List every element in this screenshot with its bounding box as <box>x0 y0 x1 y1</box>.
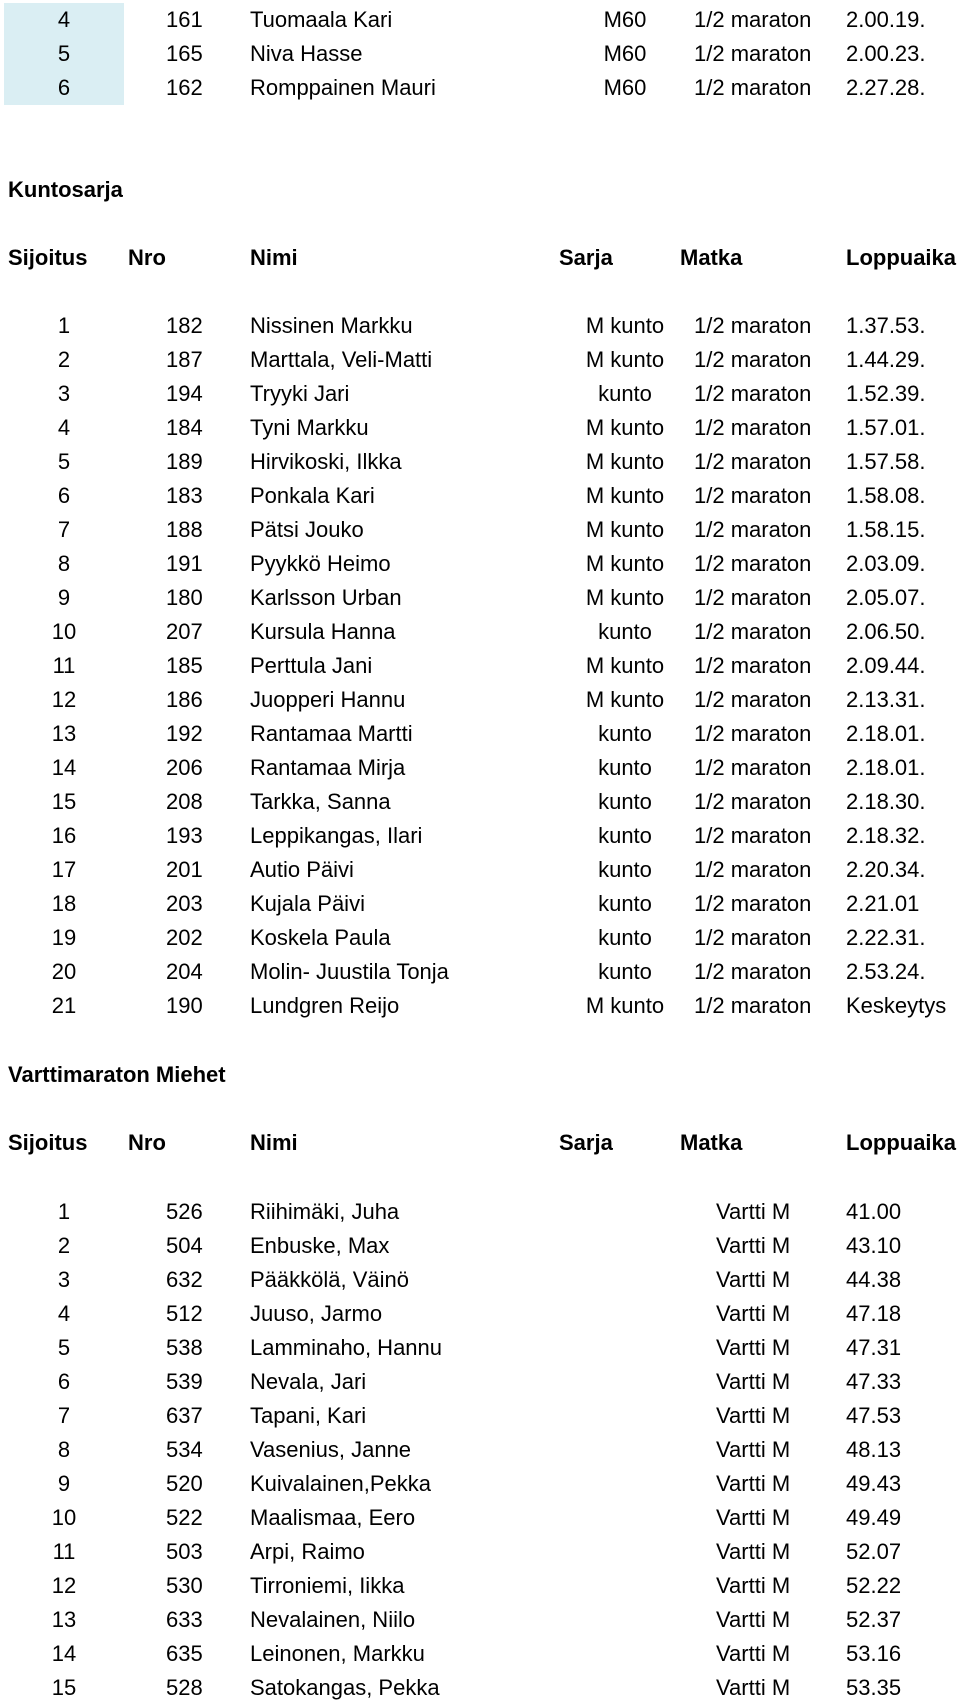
position: 4 <box>57 1301 71 1326</box>
runner-name: Nevala, Jari <box>250 1369 367 1394</box>
kuntosarja-results <box>0 309 960 1023</box>
series: M kunto <box>585 993 665 1018</box>
table-row <box>0 3 960 37</box>
table-row <box>0 581 960 615</box>
header-name: Nimi <box>250 1130 298 1155</box>
table-row <box>0 1263 960 1297</box>
position: 15 <box>51 1675 77 1700</box>
position: 1 <box>57 1199 71 1224</box>
position: 4 <box>4 3 124 37</box>
header-distance: Matka <box>680 1130 743 1155</box>
series: Vartti M <box>716 1199 791 1224</box>
series: Vartti M <box>716 1573 791 1598</box>
bib-number: 203 <box>166 891 203 916</box>
runner-name: Tuomaala Kari <box>250 7 393 32</box>
table-row <box>0 1637 960 1671</box>
runner-name: Tarkka, Sanna <box>250 789 391 814</box>
table-row <box>0 547 960 581</box>
distance: 1/2 maraton <box>694 449 812 474</box>
bib-number: 530 <box>166 1573 203 1598</box>
runner-name: Pyykkö Heimo <box>250 551 391 576</box>
finish-time: 2.53.24. <box>846 959 926 984</box>
bib-number: 520 <box>166 1471 203 1496</box>
header-distance: Matka <box>680 245 743 270</box>
series: Vartti M <box>716 1369 791 1394</box>
finish-time: 53.35 <box>846 1675 902 1700</box>
series: kunto <box>598 959 652 984</box>
finish-time: 1.37.53. <box>846 313 926 338</box>
series: Vartti M <box>716 1301 791 1326</box>
position: 10 <box>51 1505 77 1530</box>
series: M kunto <box>585 687 665 712</box>
series: kunto <box>598 619 652 644</box>
table-row <box>0 717 960 751</box>
varttimaraton-results <box>0 1195 960 1705</box>
table-row <box>0 1195 960 1229</box>
runner-name: Romppainen Mauri <box>250 75 436 100</box>
series: M kunto <box>585 517 665 542</box>
bib-number: 512 <box>166 1301 203 1326</box>
position: 9 <box>57 585 71 610</box>
series: Vartti M <box>716 1403 791 1428</box>
finish-time: 2.03.09. <box>846 551 926 576</box>
series: Vartti M <box>716 1539 791 1564</box>
series: Vartti M <box>716 1505 791 1530</box>
bib-number: 183 <box>166 483 203 508</box>
table-row <box>0 1433 960 1467</box>
runner-name: Tirroniemi, Iikka <box>250 1573 405 1598</box>
runner-name: Pätsi Jouko <box>250 517 364 542</box>
runner-name: Niva Hasse <box>250 41 363 66</box>
bib-number: 522 <box>166 1505 203 1530</box>
table-row <box>0 649 960 683</box>
position: 2 <box>57 1233 71 1258</box>
series: Vartti M <box>716 1471 791 1496</box>
position: 2 <box>57 347 71 372</box>
distance: 1/2 maraton <box>694 619 812 644</box>
finish-time: 43.10 <box>846 1233 902 1258</box>
series: M kunto <box>585 585 665 610</box>
position: 5 <box>57 1335 71 1360</box>
table-row <box>0 819 960 853</box>
bib-number: 208 <box>166 789 203 814</box>
bib-number: 191 <box>166 551 203 576</box>
bib-number: 180 <box>166 585 203 610</box>
finish-time: 1.57.01. <box>846 415 926 440</box>
runner-name: Vasenius, Janne <box>250 1437 412 1462</box>
runner-name: Rantamaa Martti <box>250 721 413 746</box>
distance: 1/2 maraton <box>694 75 812 100</box>
runner-name: Enbuske, Max <box>250 1233 390 1258</box>
finish-time: Keskeytys <box>846 993 947 1018</box>
finish-time: 2.18.30. <box>846 789 926 814</box>
table-row <box>0 445 960 479</box>
position: 10 <box>51 619 77 644</box>
series: M60 <box>603 41 647 66</box>
runner-name: Kursula Hanna <box>250 619 396 644</box>
series: kunto <box>598 857 652 882</box>
position: 5 <box>57 449 71 474</box>
series: M60 <box>603 7 647 32</box>
finish-time: 2.18.32. <box>846 823 926 848</box>
table-row <box>0 853 960 887</box>
bib-number: 192 <box>166 721 203 746</box>
finish-time: 2.20.34. <box>846 857 926 882</box>
distance: 1/2 maraton <box>694 41 812 66</box>
position: 3 <box>57 381 71 406</box>
position: 13 <box>51 721 77 746</box>
bib-number: 193 <box>166 823 203 848</box>
position: 11 <box>52 1539 76 1564</box>
position: 12 <box>51 687 77 712</box>
bib-number: 187 <box>166 347 203 372</box>
table-row <box>0 1229 960 1263</box>
bib-number: 528 <box>166 1675 203 1700</box>
bib-number: 633 <box>166 1607 203 1632</box>
distance: 1/2 maraton <box>694 551 812 576</box>
table-row <box>0 1603 960 1637</box>
bib-number: 190 <box>166 993 203 1018</box>
finish-time: 1.58.15. <box>846 517 926 542</box>
position: 5 <box>4 37 124 71</box>
table-row <box>0 1467 960 1501</box>
runner-name: Riihimäki, Juha <box>250 1199 400 1224</box>
distance: 1/2 maraton <box>694 891 812 916</box>
bib-number: 194 <box>166 381 203 406</box>
distance: 1/2 maraton <box>694 313 812 338</box>
bib-number: 186 <box>166 687 203 712</box>
position: 6 <box>57 1369 71 1394</box>
distance: 1/2 maraton <box>694 517 812 542</box>
runner-name: Tyni Markku <box>250 415 369 440</box>
section-title-kuntosarja: Kuntosarja <box>8 177 123 202</box>
distance: 1/2 maraton <box>694 789 812 814</box>
bib-number: 189 <box>166 449 203 474</box>
distance: 1/2 maraton <box>694 823 812 848</box>
runner-name: Ponkala Kari <box>250 483 375 508</box>
finish-time: 49.43 <box>846 1471 902 1496</box>
bib-number: 202 <box>166 925 203 950</box>
position: 3 <box>57 1267 71 1292</box>
bib-number: 539 <box>166 1369 203 1394</box>
series: kunto <box>598 755 652 780</box>
table-row <box>0 1569 960 1603</box>
distance: 1/2 maraton <box>694 347 812 372</box>
series: M60 <box>603 75 647 100</box>
series: M kunto <box>585 551 665 576</box>
table-header <box>0 1126 960 1160</box>
table-row <box>0 1671 960 1705</box>
table-row <box>0 479 960 513</box>
bib-number: 188 <box>166 517 203 542</box>
finish-time: 2.13.31. <box>846 687 926 712</box>
series: M kunto <box>585 449 665 474</box>
table-row <box>0 309 960 343</box>
finish-time: 2.00.19. <box>846 7 926 32</box>
table-row <box>0 921 960 955</box>
position: 6 <box>4 71 124 105</box>
finish-time: 52.37 <box>846 1607 902 1632</box>
series: Vartti M <box>716 1267 791 1292</box>
bib-number: 165 <box>166 41 203 66</box>
runner-name: Hirvikoski, Ilkka <box>250 449 402 474</box>
position: 6 <box>57 483 71 508</box>
header-nro: Nro <box>128 245 166 270</box>
finish-time: 52.07 <box>846 1539 902 1564</box>
finish-time: 1.58.08. <box>846 483 926 508</box>
bib-number: 206 <box>166 755 203 780</box>
position: 11 <box>52 653 76 678</box>
bib-number: 635 <box>166 1641 203 1666</box>
runner-name: Nevalainen, Niilo <box>250 1607 416 1632</box>
distance: 1/2 maraton <box>694 653 812 678</box>
table-row <box>0 1399 960 1433</box>
bib-number: 204 <box>166 959 203 984</box>
header-series: Sarja <box>559 245 613 270</box>
runner-name: Juuso, Jarmo <box>250 1301 383 1326</box>
table-row <box>0 377 960 411</box>
runner-name: Molin- Juustila Tonja <box>250 959 449 984</box>
finish-time: 2.27.28. <box>846 75 926 100</box>
series: Vartti M <box>716 1233 791 1258</box>
runner-name: Autio Päivi <box>250 857 354 882</box>
finish-time: 1.52.39. <box>846 381 926 406</box>
finish-time: 47.53 <box>846 1403 902 1428</box>
table-row <box>0 751 960 785</box>
table-row <box>0 37 960 71</box>
position: 20 <box>51 959 77 984</box>
series: Vartti M <box>716 1641 791 1666</box>
table-row <box>0 1535 960 1569</box>
table-row <box>0 955 960 989</box>
finish-time: 47.33 <box>846 1369 902 1394</box>
runner-name: Nissinen Markku <box>250 313 413 338</box>
finish-time: 2.22.31. <box>846 925 926 950</box>
finish-time: 44.38 <box>846 1267 902 1292</box>
finish-time: 2.18.01. <box>846 721 926 746</box>
runner-name: Tapani, Kari <box>250 1403 367 1428</box>
runner-name: Rantamaa Mirja <box>250 755 406 780</box>
table-row <box>0 615 960 649</box>
position: 7 <box>57 517 71 542</box>
series: M kunto <box>585 347 665 372</box>
runner-name: Pääkkölä, Väinö <box>250 1267 409 1292</box>
finish-time: 2.09.44. <box>846 653 926 678</box>
position: 8 <box>57 1437 71 1462</box>
distance: 1/2 maraton <box>694 755 812 780</box>
distance: 1/2 maraton <box>694 925 812 950</box>
position: 17 <box>51 857 77 882</box>
top-results <box>0 3 960 105</box>
position: 4 <box>57 415 71 440</box>
series: M kunto <box>585 483 665 508</box>
series: kunto <box>598 823 652 848</box>
header-finish-time: Loppuaika <box>846 1130 957 1155</box>
series: Vartti M <box>716 1607 791 1632</box>
bib-number: 534 <box>166 1437 203 1462</box>
header-position: Sijoitus <box>8 245 88 270</box>
table-row <box>0 887 960 921</box>
position: 8 <box>57 551 71 576</box>
table-row <box>0 343 960 377</box>
bib-number: 201 <box>166 857 203 882</box>
position: 18 <box>51 891 77 916</box>
series: Vartti M <box>716 1437 791 1462</box>
table-row <box>0 683 960 717</box>
distance: 1/2 maraton <box>694 483 812 508</box>
distance: 1/2 maraton <box>694 415 812 440</box>
table-row <box>0 1297 960 1331</box>
position: 15 <box>51 789 77 814</box>
table-row <box>0 1331 960 1365</box>
table-row <box>0 1365 960 1399</box>
runner-name: Perttula Jani <box>250 653 373 678</box>
position: 14 <box>51 755 77 780</box>
runner-name: Marttala, Veli-Matti <box>250 347 433 372</box>
series: Vartti M <box>716 1335 791 1360</box>
runner-name: Maalismaa, Eero <box>250 1505 416 1530</box>
series: kunto <box>598 721 652 746</box>
finish-time: 1.57.58. <box>846 449 926 474</box>
finish-time: 2.18.01. <box>846 755 926 780</box>
runner-name: Lundgren Reijo <box>250 993 400 1018</box>
runner-name: Kujala Päivi <box>250 891 365 916</box>
table-row <box>0 1501 960 1535</box>
runner-name: Lamminaho, Hannu <box>250 1335 443 1360</box>
bib-number: 207 <box>166 619 203 644</box>
finish-time: 52.22 <box>846 1573 902 1598</box>
table-row <box>0 411 960 445</box>
series: M kunto <box>585 653 665 678</box>
bib-number: 161 <box>166 7 203 32</box>
runner-name: Koskela Paula <box>250 925 391 950</box>
series: M kunto <box>585 415 665 440</box>
table-row <box>0 513 960 547</box>
table-row <box>0 71 960 105</box>
finish-time: 48.13 <box>846 1437 902 1462</box>
position: 1 <box>57 313 71 338</box>
runner-name: Juopperi Hannu <box>250 687 406 712</box>
finish-time: 41.00 <box>846 1199 902 1224</box>
distance: 1/2 maraton <box>694 959 812 984</box>
bib-number: 162 <box>166 75 203 100</box>
finish-time: 47.31 <box>846 1335 902 1360</box>
position: 9 <box>57 1471 71 1496</box>
header-position: Sijoitus <box>8 1130 88 1155</box>
runner-name: Karlsson Urban <box>250 585 402 610</box>
bib-number: 184 <box>166 415 203 440</box>
bib-number: 503 <box>166 1539 203 1564</box>
position: 13 <box>51 1607 77 1632</box>
runner-name: Tryyki Jari <box>250 381 350 406</box>
header-series: Sarja <box>559 1130 613 1155</box>
table-row <box>0 785 960 819</box>
header-name: Nimi <box>250 245 298 270</box>
runner-name: Satokangas, Pekka <box>250 1675 440 1700</box>
distance: 1/2 maraton <box>694 381 812 406</box>
distance: 1/2 maraton <box>694 585 812 610</box>
bib-number: 504 <box>166 1233 203 1258</box>
series: Vartti M <box>716 1675 791 1700</box>
series: M kunto <box>585 313 665 338</box>
runner-name: Leppikangas, Ilari <box>250 823 423 848</box>
position: 16 <box>51 823 77 848</box>
finish-time: 2.00.23. <box>846 41 926 66</box>
distance: 1/2 maraton <box>694 7 812 32</box>
bib-number: 526 <box>166 1199 203 1224</box>
bib-number: 182 <box>166 313 203 338</box>
distance: 1/2 maraton <box>694 721 812 746</box>
distance: 1/2 maraton <box>694 993 812 1018</box>
series: kunto <box>598 925 652 950</box>
position: 21 <box>51 993 77 1018</box>
finish-time: 2.21.01 <box>846 891 920 916</box>
table-row <box>0 989 960 1023</box>
distance: 1/2 maraton <box>694 687 812 712</box>
runner-name: Arpi, Raimo <box>250 1539 365 1564</box>
distance: 1/2 maraton <box>694 857 812 882</box>
runner-name: Leinonen, Markku <box>250 1641 425 1666</box>
finish-time: 2.05.07. <box>846 585 926 610</box>
runner-name: Kuivalainen,Pekka <box>250 1471 432 1496</box>
position: 14 <box>51 1641 77 1666</box>
bib-number: 538 <box>166 1335 203 1360</box>
series: kunto <box>598 381 652 406</box>
bib-number: 637 <box>166 1403 203 1428</box>
header-finish-time: Loppuaika <box>846 245 957 270</box>
section-title-varttimaraton: Varttimaraton Miehet <box>8 1062 226 1087</box>
finish-time: 49.49 <box>846 1505 902 1530</box>
position: 19 <box>51 925 77 950</box>
bib-number: 632 <box>166 1267 203 1292</box>
finish-time: 47.18 <box>846 1301 902 1326</box>
bib-number: 185 <box>166 653 203 678</box>
header-nro: Nro <box>128 1130 166 1155</box>
position: 7 <box>57 1403 71 1428</box>
finish-time: 1.44.29. <box>846 347 926 372</box>
series: kunto <box>598 891 652 916</box>
series: kunto <box>598 789 652 814</box>
finish-time: 53.16 <box>846 1641 902 1666</box>
position: 12 <box>51 1573 77 1598</box>
finish-time: 2.06.50. <box>846 619 926 644</box>
table-header <box>0 241 960 275</box>
